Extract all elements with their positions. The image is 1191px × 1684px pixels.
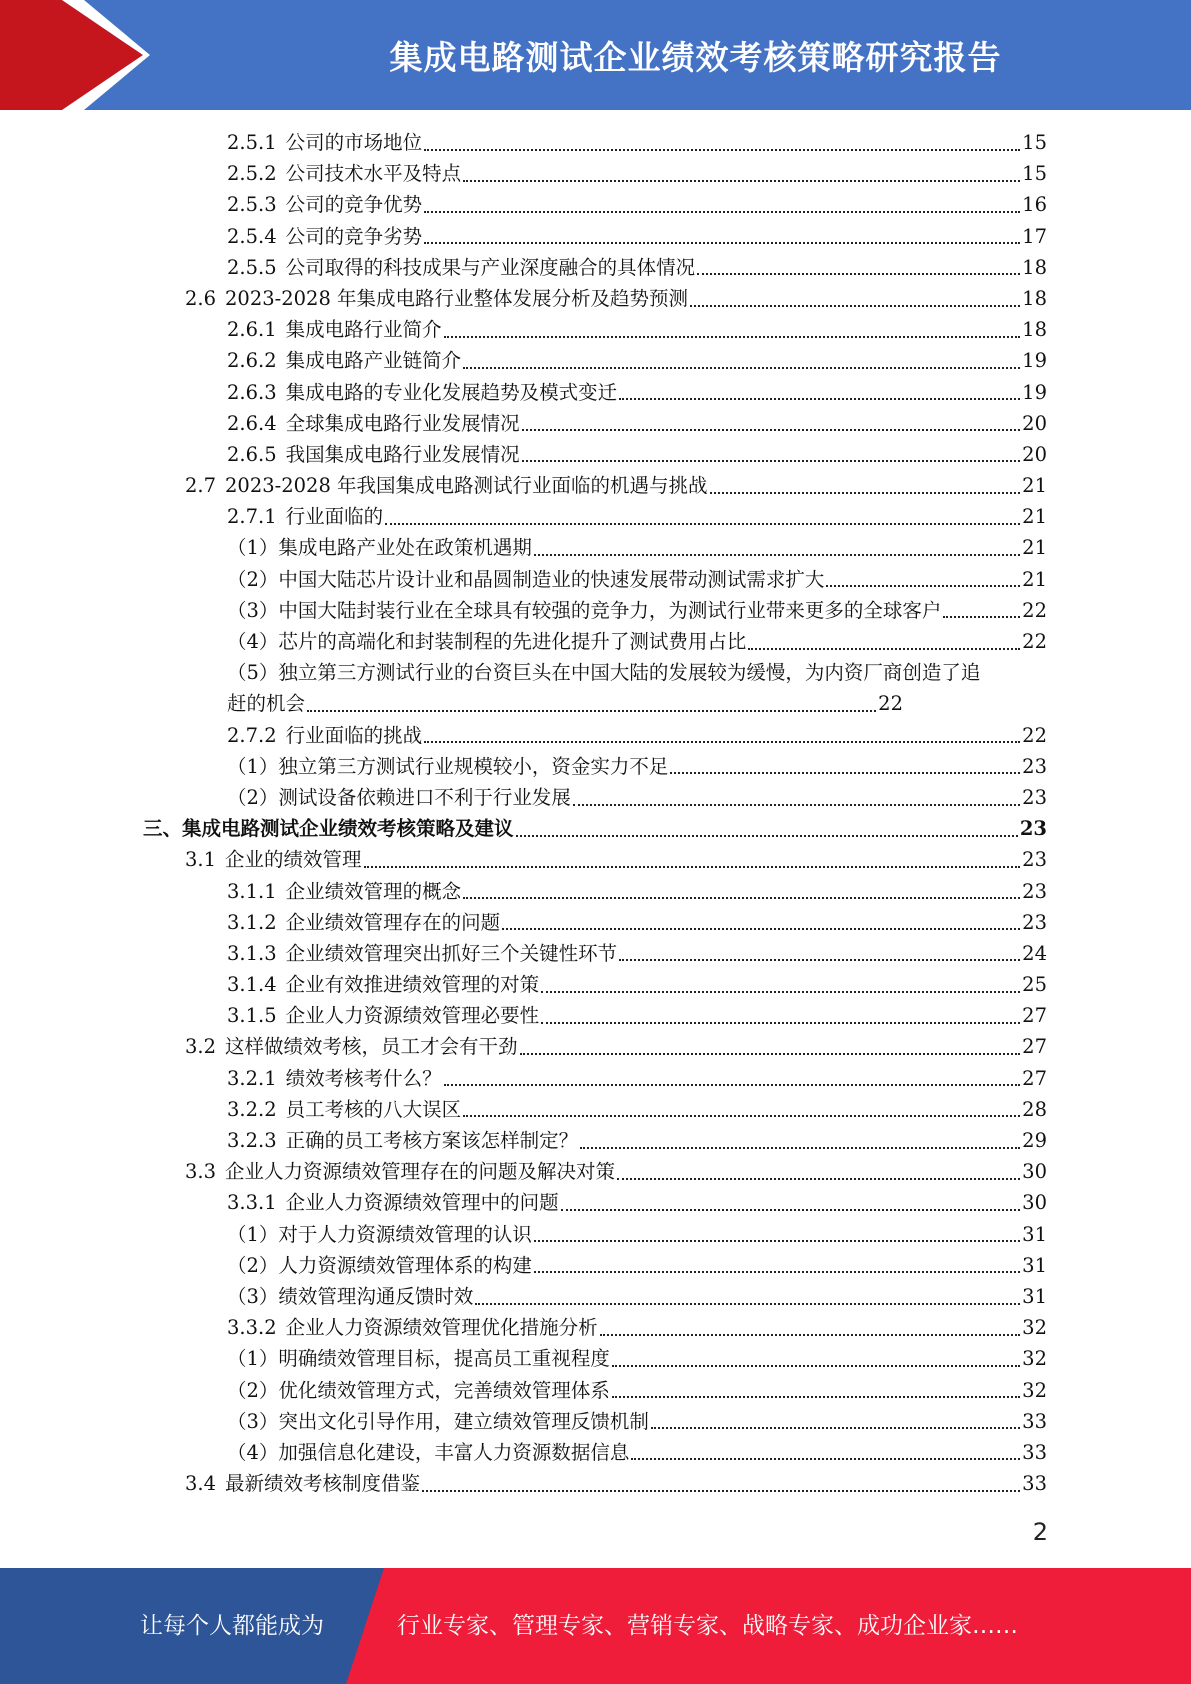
dot-leader [385, 523, 1020, 525]
dot-leader [463, 1115, 1020, 1117]
toc-entry-title: 集成电路行业简介 [285, 318, 442, 342]
toc-entry-title: 企业绩效管理存在的问题 [285, 910, 501, 934]
toc-entry-title: 行业面临的挑战 [285, 723, 423, 747]
toc-entry[interactable] [0, 532, 1191, 563]
toc-entry-page: 15 [1022, 162, 1047, 186]
table-of-contents [0, 127, 1191, 1499]
toc-entry-number: 2.6.1 [227, 318, 277, 342]
toc-entry-page: 33 [1022, 1409, 1047, 1433]
dot-leader [307, 710, 876, 712]
toc-entry-title-continued: 赶的机会 [227, 692, 306, 716]
toc-entry[interactable] [0, 377, 1191, 408]
toc-entry-title: 企业绩效管理的概念 [285, 879, 462, 903]
toc-entry[interactable] [0, 907, 1191, 938]
toc-entry-page: 21 [1022, 536, 1047, 560]
dot-leader [475, 1303, 1020, 1305]
toc-entry-number: 2.5.2 [227, 162, 277, 186]
dot-leader [612, 1365, 1020, 1367]
toc-entry[interactable] [0, 1468, 1191, 1499]
toc-entry-number: （4） [227, 1440, 279, 1464]
toc-entry[interactable] [0, 470, 1191, 501]
toc-entry[interactable] [0, 782, 1191, 813]
toc-entry-page: 19 [1022, 380, 1047, 404]
toc-entry-number: 3.2.2 [227, 1097, 277, 1121]
toc-entry-title: 芯片的高端化和封装制程的先进化提升了测试费用占比 [278, 630, 747, 653]
toc-entry-title: 正确的员工考核方案该怎样制定？ [285, 1129, 579, 1152]
toc-entry-page: 22 [878, 692, 903, 716]
dot-leader [424, 149, 1020, 151]
toc-entry-number: （1） [227, 536, 279, 560]
toc-entry-number: 3.1.3 [227, 941, 277, 965]
toc-entry-page: 27 [1022, 1035, 1047, 1059]
dot-leader [364, 866, 1021, 868]
dot-leader [522, 429, 1021, 431]
toc-entry-page: 23 [1022, 879, 1047, 903]
dot-leader [520, 1053, 1021, 1055]
dot-leader [748, 648, 1020, 650]
toc-entry[interactable] [0, 1031, 1191, 1062]
toc-entry-title: 企业有效推进绩效管理的对策 [285, 973, 540, 997]
toc-entry-title: 公司的市场地位 [285, 131, 423, 154]
toc-entry-number: 3.3.1 [227, 1191, 277, 1215]
toc-entry-number: （2） [227, 567, 279, 591]
toc-entry-title: 人力资源绩效管理体系的构建 [278, 1253, 532, 1277]
toc-entry[interactable] [0, 1281, 1191, 1312]
toc-entry-title: 明确绩效管理目标，提高员工重视程度 [278, 1347, 610, 1371]
toc-entry-page: 18 [1022, 255, 1047, 279]
toc-chapter-entry[interactable] [0, 813, 1191, 844]
dot-leader [424, 211, 1020, 213]
toc-entry-title: 企业人力资源绩效管理优化措施分析 [285, 1316, 598, 1340]
dot-leader [463, 897, 1020, 899]
toc-entry-number: 3.2 [185, 1035, 217, 1059]
toc-entry-title: 加强信息化建设，丰富人力资源数据信息 [278, 1440, 630, 1464]
toc-entry[interactable] [0, 189, 1191, 220]
toc-entry[interactable] [0, 1375, 1191, 1406]
toc-entry-number: 2.7.2 [227, 723, 277, 747]
toc-entry[interactable] [0, 1063, 1191, 1094]
toc-entry[interactable] [0, 969, 1191, 1000]
toc-entry-title: 公司的竞争优势 [285, 193, 423, 217]
toc-entry-number: 2.7.1 [227, 505, 277, 529]
toc-entry-number: 3.2.1 [227, 1066, 277, 1090]
dot-leader [619, 959, 1020, 961]
toc-entry-page: 27 [1022, 1066, 1047, 1090]
toc-entry-number: 2.6.5 [227, 442, 277, 466]
dot-leader [943, 616, 1020, 618]
toc-entry[interactable] [0, 751, 1191, 782]
toc-entry-number: 2.5.4 [227, 224, 277, 248]
dot-leader [516, 835, 1018, 837]
dot-leader [600, 1334, 1021, 1336]
footer-slogan-left: 让每个人都能成为 [140, 1613, 324, 1639]
toc-entry-title: 企业绩效管理突出抓好三个关键性环节 [285, 941, 618, 965]
toc-entry-title: 独立第三方测试行业的台资巨头在中国大陆的发展较为缓慢，为内资厂商创造了追 [278, 661, 981, 685]
toc-entry-page: 23 [1022, 848, 1047, 872]
toc-entry-number: 2.7 [185, 474, 217, 498]
toc-entry-page: 21 [1022, 567, 1047, 591]
toc-entry-title: 绩效管理沟通反馈时效 [278, 1284, 474, 1308]
dot-leader [463, 180, 1020, 182]
toc-entry[interactable] [0, 252, 1191, 283]
toc-entry-number: （2） [227, 1378, 279, 1402]
toc-entry-number: （2） [227, 785, 279, 809]
toc-entry-title: 全球集成电路行业发展情况 [285, 411, 520, 435]
toc-entry[interactable] [0, 1000, 1191, 1031]
toc-entry-title: 公司的竞争劣势 [285, 224, 423, 248]
toc-entry-number: 3.3.2 [227, 1316, 277, 1340]
toc-entry-title: 突出文化引导作用，建立绩效管理反馈机制 [278, 1409, 649, 1433]
toc-entry-title: 企业人力资源绩效管理存在的问题及解决对策 [225, 1160, 616, 1184]
toc-entry-page: 31 [1022, 1253, 1047, 1277]
toc-entry[interactable] [0, 720, 1191, 751]
toc-entry-page: 32 [1022, 1347, 1047, 1371]
toc-entry[interactable] [0, 564, 1191, 595]
toc-entry[interactable] [0, 1343, 1191, 1374]
toc-entry[interactable] [0, 938, 1191, 969]
dot-leader [710, 492, 1021, 494]
toc-entry-page: 19 [1022, 349, 1047, 373]
toc-entry-page: 23 [1022, 785, 1047, 809]
dot-leader [617, 1178, 1020, 1180]
toc-entry[interactable] [0, 314, 1191, 345]
toc-entry[interactable] [0, 1437, 1191, 1468]
toc-entry-title: 行业面临的 [285, 505, 384, 529]
toc-entry-title: 2023-2028 年我国集成电路测试行业面临的机遇与挑战 [225, 474, 708, 498]
page-number: 2 [1032, 1518, 1048, 1546]
dot-leader [444, 1084, 1021, 1086]
toc-entry-number: 2.6.2 [227, 349, 277, 373]
dot-leader [463, 367, 1020, 369]
toc-entry-number: 2.5.3 [227, 193, 277, 217]
toc-entry[interactable] [0, 595, 1191, 626]
toc-entry-number: （5） [227, 661, 279, 685]
toc-entry-number: （4） [227, 630, 279, 653]
toc-entry[interactable] [0, 1250, 1191, 1281]
toc-entry-page: 23 [1019, 817, 1047, 841]
toc-entry-title: 绩效考核考什么？ [285, 1066, 442, 1090]
toc-entry-title: 集成电路产业处在政策机遇期 [278, 536, 532, 560]
toc-entry-title: 集成电路测试企业绩效考核策略及建议 [182, 817, 514, 841]
dot-leader [424, 741, 1020, 743]
dot-leader [619, 398, 1020, 400]
toc-entry[interactable] [0, 127, 1191, 158]
toc-entry-title: 公司取得的科技成果与产业深度融合的具体情况 [285, 255, 696, 279]
toc-entry[interactable] [0, 844, 1191, 875]
toc-entry-page: 22 [1022, 723, 1047, 747]
toc-entry[interactable] [0, 1312, 1191, 1343]
dot-leader [424, 242, 1020, 244]
page-footer [0, 1568, 1191, 1684]
dot-leader [651, 1427, 1020, 1429]
toc-entry-title: 优化绩效管理方式，完善绩效管理体系 [278, 1378, 610, 1402]
toc-entry[interactable] [0, 1094, 1191, 1125]
toc-entry-title: 对于人力资源绩效管理的认识 [278, 1222, 532, 1246]
toc-entry-page: 25 [1022, 973, 1047, 997]
toc-entry[interactable] [0, 626, 1191, 657]
toc-entry[interactable] [0, 345, 1191, 376]
dot-leader [573, 804, 1020, 806]
toc-entry-page: 24 [1022, 941, 1047, 965]
toc-entry-page: 30 [1022, 1160, 1047, 1184]
dot-leader [541, 1022, 1020, 1024]
toc-entry[interactable] [0, 1406, 1191, 1437]
toc-entry[interactable] [0, 1156, 1191, 1187]
toc-entry-page: 33 [1022, 1472, 1047, 1496]
dot-leader [631, 1458, 1020, 1460]
toc-entry[interactable] [0, 1187, 1191, 1218]
dot-leader [534, 1271, 1020, 1273]
toc-entry-page: 31 [1022, 1222, 1047, 1246]
toc-entry-page: 23 [1022, 754, 1047, 778]
toc-entry[interactable] [0, 283, 1191, 314]
dot-leader [502, 928, 1020, 930]
toc-entry-title: 这样做绩效考核，员工才会有干劲 [225, 1035, 518, 1059]
toc-entry-page: 18 [1022, 318, 1047, 342]
toc-entry-number: 2.6.4 [227, 411, 277, 435]
toc-entry-title: 最新绩效考核制度借鉴 [225, 1472, 421, 1496]
toc-entry-number: 3.1 [185, 848, 217, 872]
toc-entry-number: （1） [227, 754, 279, 778]
toc-entry-number: 3.1.4 [227, 973, 277, 997]
toc-entry-number: 三、 [143, 817, 183, 841]
toc-entry-title: 我国集成电路行业发展情况 [285, 442, 520, 466]
toc-entry-page: 17 [1022, 224, 1047, 248]
toc-entry-number: 3.1.1 [227, 879, 277, 903]
toc-entry-page: 23 [1022, 910, 1047, 934]
dot-leader [444, 336, 1021, 338]
dot-leader [697, 273, 1020, 275]
toc-entry-page: 20 [1022, 442, 1047, 466]
toc-entry-title: 2023-2028 年集成电路行业整体发展分析及趋势预测 [225, 286, 689, 310]
dot-leader [522, 460, 1021, 462]
toc-entry-title: 集成电路的专业化发展趋势及模式变迁 [285, 380, 618, 404]
toc-entry-number: 3.4 [185, 1472, 217, 1496]
toc-entry-number: （3） [227, 1284, 279, 1308]
toc-entry-number: 3.1.5 [227, 1004, 277, 1028]
dot-leader [690, 305, 1020, 307]
toc-entry-number: 2.6.3 [227, 380, 277, 404]
toc-entry-number: 2.5.1 [227, 131, 277, 154]
toc-entry-number: 3.1.2 [227, 910, 277, 934]
toc-entry-number: （1） [227, 1222, 279, 1246]
toc-entry[interactable] [0, 876, 1191, 907]
toc-entry-page: 21 [1022, 474, 1047, 498]
toc-entry[interactable] [0, 1219, 1191, 1250]
toc-entry[interactable] [0, 221, 1191, 252]
toc-entry[interactable] [0, 408, 1191, 439]
toc-entry-page: 30 [1022, 1191, 1047, 1215]
toc-entry-title: 独立第三方测试行业规模较小，资金实力不足 [278, 754, 669, 778]
dot-leader [561, 1209, 1021, 1211]
toc-entry-page: 31 [1022, 1284, 1047, 1308]
toc-entry[interactable] [0, 158, 1191, 189]
toc-entry-number: 2.5.5 [227, 255, 277, 279]
toc-entry-title: 企业的绩效管理 [225, 848, 362, 872]
page-header [0, 0, 1191, 110]
toc-entry-number: （3） [227, 598, 279, 622]
toc-entry-page: 32 [1022, 1316, 1047, 1340]
toc-entry[interactable] [0, 1125, 1191, 1156]
dot-leader [612, 1396, 1020, 1398]
dot-leader [534, 554, 1020, 556]
toc-entry-title: 公司技术水平及特点 [285, 162, 462, 186]
toc-entry-title: 员工考核的八大误区 [285, 1097, 462, 1121]
toc-entry-page: 27 [1022, 1004, 1047, 1028]
toc-entry-title: 中国大陆封装行业在全球具有较强的竞争力，为测试行业带来更多的全球客户 [278, 598, 942, 622]
toc-entry-number: 3.3 [185, 1160, 217, 1184]
toc-entry-title: 企业人力资源绩效管理必要性 [285, 1004, 540, 1028]
footer-slogan-right: 行业专家、管理专家、营销专家、战略专家、成功企业家…… [397, 1613, 1018, 1639]
toc-entry-page: 20 [1022, 411, 1047, 435]
toc-entry-page: 16 [1022, 193, 1047, 217]
toc-entry-page: 21 [1022, 505, 1047, 529]
toc-entry-number: 3.2.3 [227, 1129, 277, 1152]
dot-leader [422, 1490, 1020, 1492]
dot-leader [580, 1147, 1020, 1149]
dot-leader [826, 585, 1020, 587]
toc-entry[interactable] [0, 501, 1191, 532]
toc-entry-page: 32 [1022, 1378, 1047, 1402]
toc-entry-title: 测试设备依赖进口不利于行业发展 [278, 785, 571, 809]
toc-entry-title: 企业人力资源绩效管理中的问题 [285, 1191, 559, 1215]
document-title: 集成电路测试企业绩效考核策略研究报告 [389, 37, 1002, 77]
toc-entry[interactable] [0, 439, 1191, 470]
toc-entry-page: 33 [1022, 1440, 1047, 1464]
toc-entry-page: 28 [1022, 1097, 1047, 1121]
toc-entry-number: （3） [227, 1409, 279, 1433]
toc-entry-title: 集成电路产业链简介 [285, 349, 462, 373]
toc-entry-page: 29 [1022, 1129, 1047, 1152]
toc-entry-number: （2） [227, 1253, 279, 1277]
toc-entry-page: 15 [1022, 131, 1047, 154]
toc-entry-number: （1） [227, 1347, 279, 1371]
toc-entry-number: 2.6 [185, 286, 217, 310]
toc-entry-page: 22 [1022, 630, 1047, 653]
dot-leader [534, 1240, 1020, 1242]
toc-entry-page: 22 [1022, 598, 1047, 622]
dot-leader [670, 772, 1020, 774]
toc-entry-title: 中国大陆芯片设计业和晶圆制造业的快速发展带动测试需求扩大 [278, 567, 825, 591]
toc-entry-page: 18 [1022, 286, 1047, 310]
toc-entry[interactable] [0, 657, 1191, 719]
dot-leader [541, 991, 1020, 993]
